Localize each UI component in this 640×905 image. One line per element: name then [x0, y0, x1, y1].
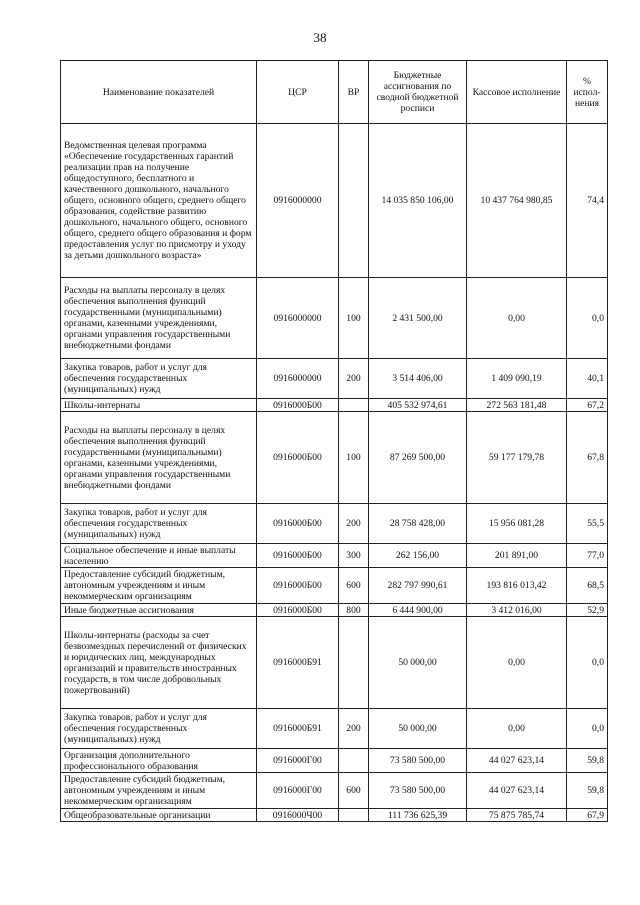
row-csr-cell: 0916000Б91 [257, 617, 339, 709]
row-executed-cell: 75 875 785,74 [467, 809, 567, 822]
row-vr-cell: 300 [339, 544, 369, 568]
row-csr-cell: 0916000000 [257, 359, 339, 399]
row-executed-cell: 10 437 764 980,85 [467, 124, 567, 278]
row-name-cell: Закупка товаров, работ и услуг для обеспечения государственных (муниципальных) нужд [61, 359, 257, 399]
row-percent-cell: 40,1 [567, 359, 608, 399]
table-row [61, 412, 608, 504]
row-vr-cell: 200 [339, 359, 369, 399]
table-row [61, 809, 608, 822]
table-row [61, 568, 608, 604]
row-allocated-cell: 262 156,00 [369, 544, 467, 568]
row-percent-cell: 0,0 [567, 709, 608, 749]
table-row [61, 773, 608, 809]
row-name-cell: Общеобразовательные организации [61, 809, 257, 822]
row-name-cell: Закупка товаров, работ и услуг для обеспечения государственных (муниципальных) нужд [61, 504, 257, 544]
table-row [61, 604, 608, 617]
row-name-cell: Иные бюджетные ассигнования [61, 604, 257, 617]
table-body [61, 124, 608, 822]
row-csr-cell: 0916000Б00 [257, 399, 339, 412]
row-allocated-cell: 50 000,00 [369, 617, 467, 709]
row-percent-cell: 67,9 [567, 809, 608, 822]
table-row [61, 399, 608, 412]
row-name-cell: Организация дополнительного профессионального образования [61, 749, 257, 773]
row-vr-cell: 200 [339, 709, 369, 749]
row-allocated-cell: 111 736 625,39 [369, 809, 467, 822]
table-row [61, 278, 608, 359]
row-allocated-cell: 14 035 850 106,00 [369, 124, 467, 278]
row-percent-cell: 55,5 [567, 504, 608, 544]
row-csr-cell: 0916000Г00 [257, 773, 339, 809]
row-allocated-cell: 73 580 500,00 [369, 749, 467, 773]
row-vr-cell: 600 [339, 773, 369, 809]
row-percent-cell: 0,0 [567, 617, 608, 709]
table-row [61, 544, 608, 568]
row-percent-cell: 67,2 [567, 399, 608, 412]
row-csr-cell: 0916000Б91 [257, 709, 339, 749]
row-csr-cell: 0916000Б00 [257, 604, 339, 617]
page-number: 38 [313, 30, 327, 45]
table-row [61, 749, 608, 773]
row-percent-cell: 68,5 [567, 568, 608, 604]
row-vr-cell [339, 399, 369, 412]
row-csr-cell: 0916000Б00 [257, 544, 339, 568]
row-percent-cell: 67,8 [567, 412, 608, 504]
row-executed-cell: 3 412 016,00 [467, 604, 567, 617]
row-allocated-cell: 405 532 974,61 [369, 399, 467, 412]
row-vr-cell [339, 809, 369, 822]
row-allocated-cell: 87 269 500,00 [369, 412, 467, 504]
header-vr: ВР [339, 61, 369, 124]
row-allocated-cell: 50 000,00 [369, 709, 467, 749]
row-name-cell: Закупка товаров, работ и услуг для обеспечения государственных (муниципальных) нужд [61, 709, 257, 749]
row-allocated-cell: 28 758 428,00 [369, 504, 467, 544]
row-name-cell: Школы-интернаты (расходы за счет безвозмездных перечислений от физических и юридических лиц, международных организаций и правительств иностранных государств, в том числе добровольных пожертвований) [61, 617, 257, 709]
row-percent-cell: 52,9 [567, 604, 608, 617]
row-allocated-cell: 6 444 900,00 [369, 604, 467, 617]
row-percent-cell: 74,4 [567, 124, 608, 278]
row-name-cell: Ведомственная целевая программа «Обеспечение государственных гарантий реализации прав на получение общедоступного, бесплатного и качественного дошкольного, начального общего, основного общего, среднего общего образования, содействие развитию дошкольного, начального общего, основного общего, среднего общего образования и форм предоставления услуг по присмотру и уходу за детьми дошкольного возраста» [61, 124, 257, 278]
row-vr-cell: 600 [339, 568, 369, 604]
table-row [61, 124, 608, 278]
table-header-row [61, 61, 608, 124]
row-executed-cell: 201 891,00 [467, 544, 567, 568]
row-vr-cell [339, 617, 369, 709]
row-name-cell: Школы-интернаты [61, 399, 257, 412]
row-executed-cell: 1 409 090,19 [467, 359, 567, 399]
row-name-cell: Предоставление субсидий бюджетным, автономным учреждениям и иным некоммерческим организациям [61, 773, 257, 809]
row-executed-cell: 15 956 081,28 [467, 504, 567, 544]
table-row [61, 359, 608, 399]
row-percent-cell: 59,8 [567, 749, 608, 773]
table-row [61, 617, 608, 709]
header-allocations: Бюджетные ассигнования по сводной бюджетной росписи [369, 61, 467, 124]
row-csr-cell: 0916000Б00 [257, 412, 339, 504]
row-executed-cell: 193 816 013,42 [467, 568, 567, 604]
row-csr-cell: 0916000000 [257, 278, 339, 359]
row-csr-cell: 0916000Б00 [257, 504, 339, 544]
budget-execution-table [60, 60, 608, 822]
row-executed-cell: 0,00 [467, 617, 567, 709]
row-csr-cell: 0916000Ч00 [257, 809, 339, 822]
row-executed-cell: 59 177 179,78 [467, 412, 567, 504]
row-executed-cell: 272 563 181,48 [467, 399, 567, 412]
header-cash-execution: Кассовое исполнение [467, 61, 567, 124]
row-name-cell: Социальное обеспечение и иные выплаты населению [61, 544, 257, 568]
header-csr: ЦСР [257, 61, 339, 124]
row-allocated-cell: 2 431 500,00 [369, 278, 467, 359]
row-executed-cell: 0,00 [467, 278, 567, 359]
row-executed-cell: 44 027 623,14 [467, 749, 567, 773]
row-vr-cell: 800 [339, 604, 369, 617]
row-name-cell: Расходы на выплаты персоналу в целях обеспечения выполнения функций государственными (муниципальными) органами, казенными учреждениями, органами управления государственными внебюджетными фондами [61, 278, 257, 359]
row-percent-cell: 0,0 [567, 278, 608, 359]
row-name-cell: Расходы на выплаты персоналу в целях обеспечения выполнения функций государственными (муниципальными) органами, казенными учреждениями, органами управления государственными внебюджетными фондами [61, 412, 257, 504]
header-name: Наименование показателей [61, 61, 257, 124]
row-csr-cell: 0916000000 [257, 124, 339, 278]
row-executed-cell: 44 027 623,14 [467, 773, 567, 809]
row-executed-cell: 0,00 [467, 709, 567, 749]
row-vr-cell [339, 124, 369, 278]
row-name-cell: Предоставление субсидий бюджетным, автономным учреждениям и иным некоммерческим организациям [61, 568, 257, 604]
row-vr-cell: 200 [339, 504, 369, 544]
row-allocated-cell: 73 580 500,00 [369, 773, 467, 809]
row-vr-cell [339, 749, 369, 773]
row-csr-cell: 0916000Г00 [257, 749, 339, 773]
header-execution-percent: % испол-нения [567, 61, 608, 124]
row-allocated-cell: 3 514 406,00 [369, 359, 467, 399]
table-row [61, 709, 608, 749]
row-vr-cell: 100 [339, 278, 369, 359]
row-percent-cell: 77,0 [567, 544, 608, 568]
row-allocated-cell: 282 797 990,61 [369, 568, 467, 604]
row-percent-cell: 59,8 [567, 773, 608, 809]
row-vr-cell: 100 [339, 412, 369, 504]
table-row [61, 504, 608, 544]
row-csr-cell: 0916000Б00 [257, 568, 339, 604]
